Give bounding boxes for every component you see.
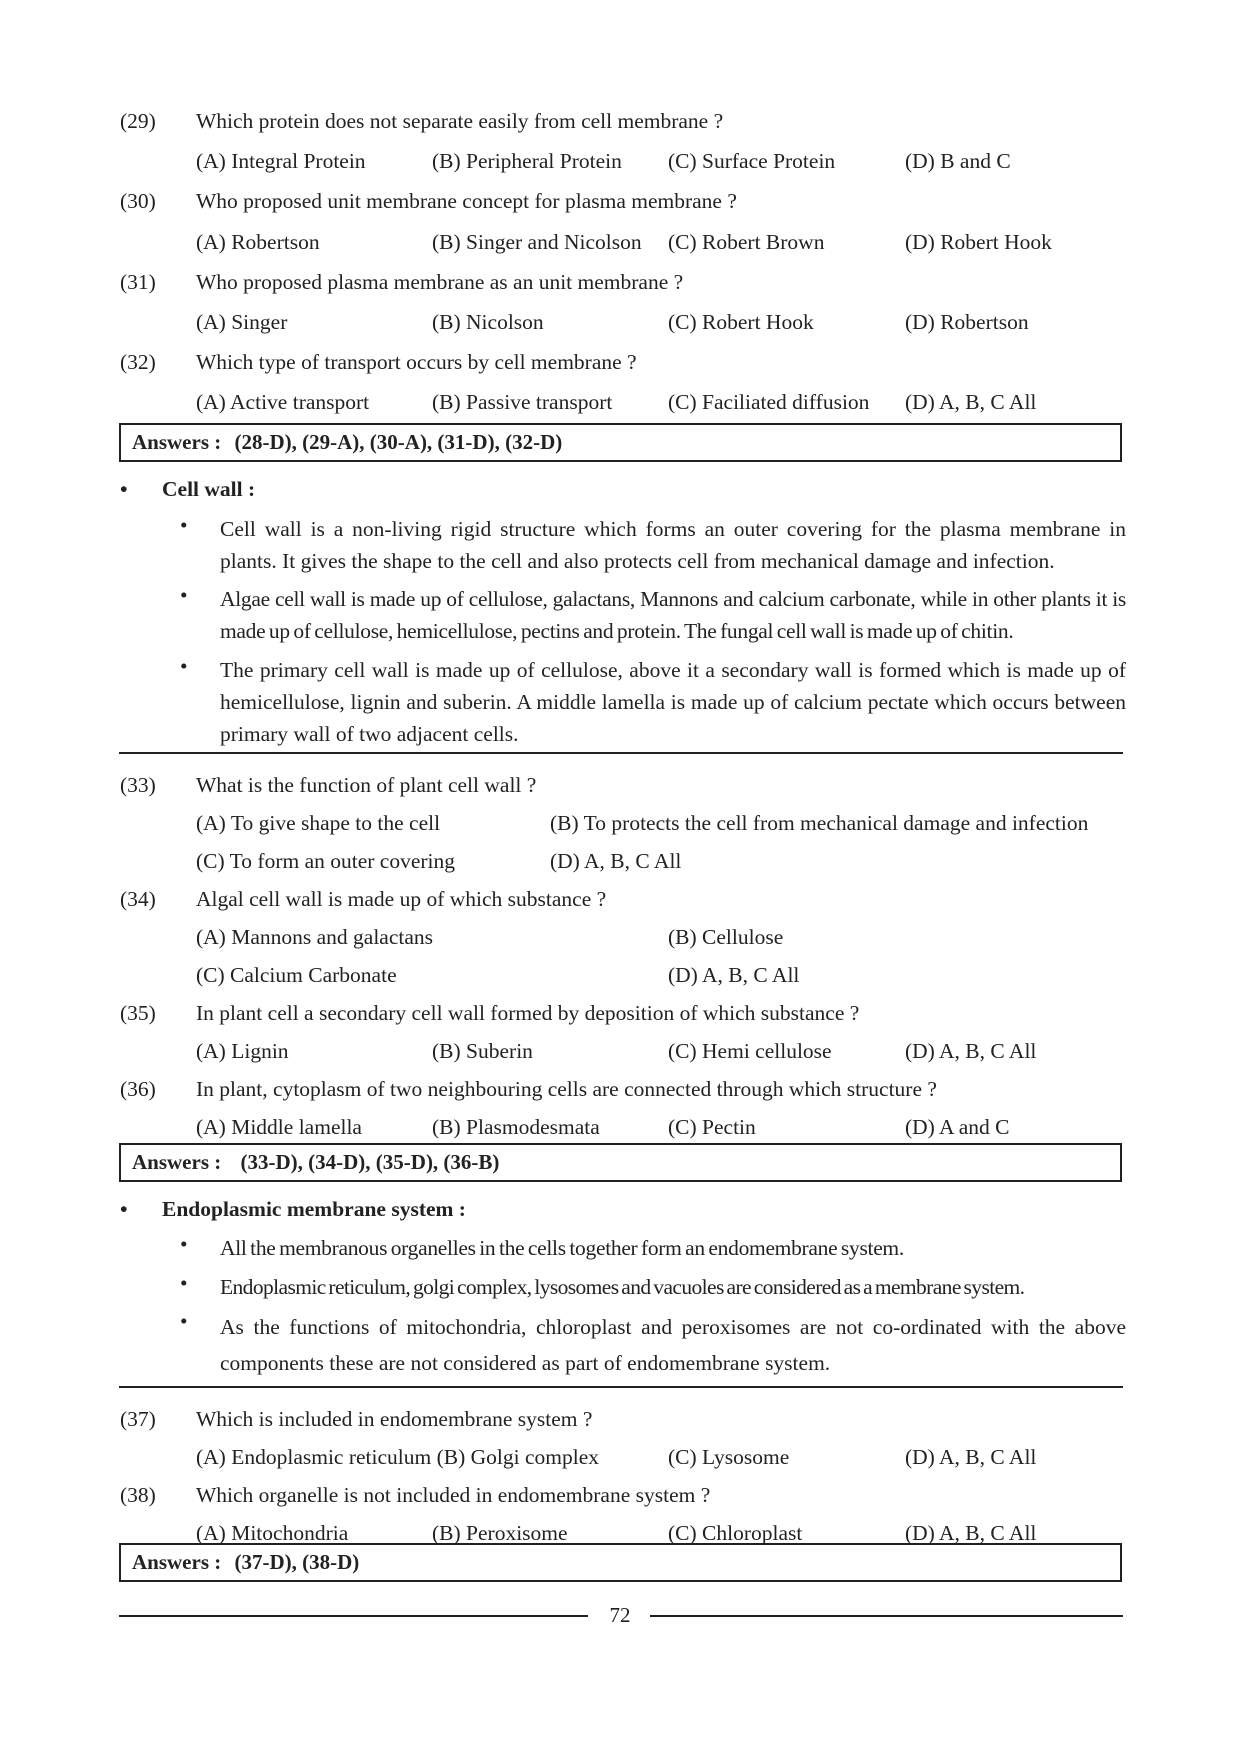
option-a: (A) Singer (196, 310, 288, 334)
question-36 (0, 1074, 1240, 1104)
divider (119, 752, 1123, 754)
option-a: (A) To give shape to the cell (196, 811, 441, 835)
option-d: (D) A, B, C All (905, 1445, 1037, 1469)
paragraph: Algae cell wall is made up of cellulose, galactans, Mannons and calcium carbonate, while in other plants it is made up of cellulose, hemicellulose, pectins and protein. The fungal cell wall is made up of chitin. (220, 587, 1126, 643)
paragraph: The primary cell wall is made up of cellulose, above it a secondary wall is formed which is made up of hemicellulose, lignin and suberin. A middle lamella is made up of calcium pectate which occurs between primary wall of two adjacent cells. (220, 658, 1126, 746)
answers-label: Answers : (132, 1150, 222, 1174)
bullet-point: • (180, 654, 188, 678)
option-d: (D) A, B, C All (668, 963, 800, 987)
question-33-options-row2 (0, 846, 1240, 876)
section-title-text: Cell wall : (162, 477, 256, 501)
footer-rule-right (650, 1615, 1123, 1617)
question-number: (31) (120, 270, 156, 294)
answer-box (119, 423, 1122, 462)
question-text: Who proposed plasma membrane as an unit membrane ? (196, 270, 684, 294)
question-number: (33) (120, 773, 156, 797)
option-b: (B) Singer and Nicolson (432, 230, 642, 254)
bullet-point: • (180, 1232, 188, 1256)
question-29 (0, 106, 1240, 136)
question-34 (0, 884, 1240, 914)
option-b: (B) To protects the cell from mechanical damage and infection (550, 811, 1089, 835)
section-title-cell-wall (120, 474, 255, 504)
answer-box (119, 1543, 1122, 1582)
option-b: (B) Plasmodesmata (432, 1115, 600, 1139)
question-number: (32) (120, 350, 156, 374)
question-number: (36) (120, 1077, 156, 1101)
question-text: Which type of transport occurs by cell membrane ? (196, 350, 637, 374)
option-a: (A) Mitochondria (196, 1521, 349, 1545)
question-number: (30) (120, 189, 156, 213)
option-d: (D) A, B, C All (550, 849, 682, 873)
option-d: (D) A, B, C All (905, 1521, 1037, 1545)
question-text: Which is included in endomembrane system ? (196, 1407, 593, 1431)
question-text: What is the function of plant cell wall ? (196, 773, 537, 797)
answers-label: Answers : (132, 1550, 222, 1574)
section-title-text: Endoplasmic membrane system : (162, 1197, 466, 1221)
option-c: (C) To form an outer covering (196, 849, 456, 873)
option-b: (B) Peripheral Protein (432, 149, 622, 173)
option-a: (A) Lignin (196, 1039, 289, 1063)
question-37 (0, 1404, 1240, 1434)
option-c: (C) Calcium Carbonate (196, 963, 397, 987)
answers-text: (28-D), (29-A), (30-A), (31-D), (32-D) (234, 430, 563, 454)
paragraph: All the membranous organelles in the cells together form an endomembrane system. (220, 1236, 904, 1260)
option-c: (C) Robert Hook (668, 310, 814, 334)
option-b: (B) Peroxisome (432, 1521, 568, 1545)
question-30 (0, 186, 1240, 216)
question-29-options (0, 146, 1240, 176)
paragraph: As the functions of mitochondria, chloroplast and peroxisomes are not co-ordinated with the above components these are not considered as part of endomembrane system. (220, 1315, 1126, 1375)
question-text: Which protein does not separate easily from cell membrane ? (196, 109, 724, 133)
question-text: Which organelle is not included in endomembrane system ? (196, 1483, 711, 1507)
section-title-endomembrane (120, 1194, 466, 1224)
bullet-point: • (180, 1271, 188, 1295)
option-d: (D) Robertson (905, 310, 1029, 334)
option-c: (C) Surface Protein (668, 149, 836, 173)
option-c: (C) Faciliated diffusion (668, 390, 870, 414)
question-number: (38) (120, 1483, 156, 1507)
bullet-point: • (180, 583, 188, 607)
question-33 (0, 770, 1240, 800)
option-a: (A) Active transport (196, 390, 370, 414)
option-a-and-b: (A) Endoplasmic reticulum (B) Golgi complex (196, 1445, 600, 1469)
option-a: (A) Integral Protein (196, 149, 366, 173)
option-b: (B) Suberin (432, 1039, 533, 1063)
option-b: (B) Nicolson (432, 310, 544, 334)
question-36-options (0, 1112, 1240, 1142)
question-number: (35) (120, 1001, 156, 1025)
answers-label: Answers : (132, 430, 222, 454)
question-30-options (0, 227, 1240, 257)
question-35 (0, 998, 1240, 1028)
question-number: (34) (120, 887, 156, 911)
option-c: (C) Pectin (668, 1115, 756, 1139)
paragraph: Cell wall is a non-living rigid structure which forms an outer covering for the plasma membrane in plants. It gives the shape to the cell and also protects cell from mechanical damage and infection. (220, 517, 1126, 573)
question-34-options-row1 (0, 922, 1240, 952)
option-d: (D) A, B, C All (905, 1039, 1037, 1063)
question-text: In plant, cytoplasm of two neighbouring cells are connected through which structure ? (196, 1077, 937, 1101)
question-34-options-row2 (0, 960, 1240, 990)
question-37-options (0, 1442, 1240, 1472)
divider (119, 1386, 1123, 1388)
bullet-point: • (120, 477, 128, 501)
question-33-options-row1 (0, 808, 1240, 838)
answers-text: (37-D), (38-D) (234, 1550, 360, 1574)
bullet-point: • (120, 1197, 128, 1221)
option-d: (D) A and C (905, 1115, 1010, 1139)
question-text: Algal cell wall is made up of which substance ? (196, 887, 607, 911)
page-number: 72 (609, 1603, 631, 1627)
option-c: (C) Lysosome (668, 1445, 790, 1469)
option-d: (D) Robert Hook (905, 230, 1052, 254)
question-text: In plant cell a secondary cell wall formed by deposition of which substance ? (196, 1001, 860, 1025)
option-d: (D) A, B, C All (905, 390, 1037, 414)
option-c: (C) Chloroplast (668, 1521, 803, 1545)
answers-text: (33-D), (34-D), (35-D), (36-B) (240, 1150, 500, 1174)
paragraph: Endoplasmic reticulum, golgi complex, lysosomes and vacuoles are considered as a membrane system. (220, 1275, 1025, 1299)
question-35-options (0, 1036, 1240, 1066)
option-b: (B) Passive transport (432, 390, 613, 414)
question-number: (37) (120, 1407, 156, 1431)
question-31 (0, 267, 1240, 297)
bullet-point: • (180, 513, 188, 537)
question-38 (0, 1480, 1240, 1510)
footer-rule-left (119, 1615, 588, 1617)
option-c: (C) Robert Brown (668, 230, 825, 254)
option-c: (C) Hemi cellulose (668, 1039, 832, 1063)
question-text: Who proposed unit membrane concept for plasma membrane ? (196, 189, 737, 213)
option-a: (A) Mannons and galactans (196, 925, 434, 949)
question-32-options (0, 387, 1240, 417)
bullet-point: • (180, 1309, 188, 1333)
option-d: (D) B and C (905, 149, 1011, 173)
question-32 (0, 347, 1240, 377)
option-b: (B) Cellulose (668, 925, 784, 949)
option-a: (A) Robertson (196, 230, 320, 254)
answer-box (119, 1143, 1122, 1182)
question-number: (29) (120, 109, 156, 133)
question-31-options (0, 307, 1240, 337)
option-a: (A) Middle lamella (196, 1115, 362, 1139)
